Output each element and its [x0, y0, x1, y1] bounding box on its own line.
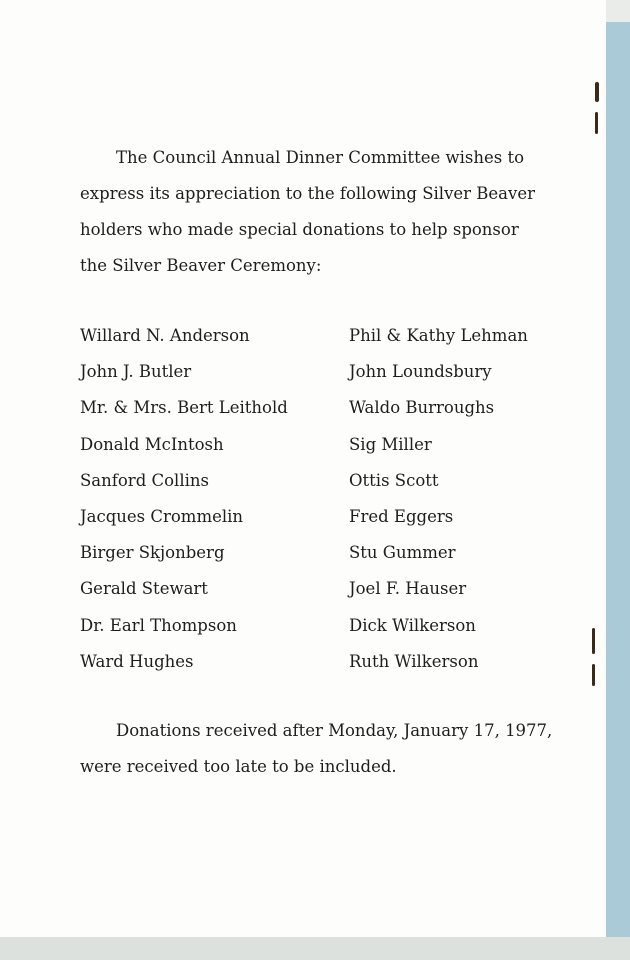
donor-name: Ward Hughes: [80, 651, 194, 671]
intro-paragraph: [80, 140, 535, 284]
donor-name: Birger Skjonberg: [80, 543, 225, 563]
intro-line: express its appreciation to the following Silver Beaver: [80, 184, 535, 203]
donor-name: John Loundsbury: [349, 362, 492, 382]
staple-mark: [592, 664, 595, 686]
intro-line: The Council Annual Dinner Committee wishes to: [116, 148, 525, 167]
donor-name: Jacques Crommelin: [80, 507, 244, 527]
staple-mark: [592, 628, 595, 654]
closing-paragraph: [80, 713, 553, 785]
intro-line: holders who made special donations to help sponsor: [80, 220, 519, 239]
donor-name: John J. Butler: [80, 362, 192, 382]
donor-name: Willard N. Anderson: [80, 326, 250, 345]
donor-name: Donald McIntosh: [80, 434, 224, 454]
donor-name: Gerald Stewart: [80, 579, 208, 599]
donor-name: Fred Eggers: [349, 507, 454, 527]
donor-name: Dr. Earl Thompson: [80, 615, 237, 635]
donor-name: Mr. & Mrs. Bert Leithold: [80, 398, 288, 418]
intro-line: the Silver Beaver Ceremony:: [80, 256, 322, 275]
donor-name: Dick Wilkerson: [349, 615, 476, 635]
donor-name: Phil & Kathy Lehman: [349, 326, 528, 345]
donor-list-left: [80, 318, 288, 680]
cover-edge: [606, 22, 630, 937]
staple-mark: [595, 82, 599, 102]
donor-name: Sig Miller: [349, 434, 432, 454]
staple-mark: [595, 112, 598, 134]
donor-name: Ruth Wilkerson: [349, 651, 479, 671]
donor-list-right: [349, 318, 528, 680]
donor-name: Ottis Scott: [349, 470, 439, 490]
donor-name: Waldo Burroughs: [349, 398, 495, 418]
page-shadow: [0, 937, 630, 960]
closing-line: were received too late to be included.: [80, 757, 397, 776]
donor-name: Joel F. Hauser: [349, 579, 467, 599]
donor-name: Stu Gummer: [349, 543, 456, 563]
donor-name: Sanford Collins: [80, 470, 209, 490]
closing-line: Donations received after Monday, January 17, 1977,: [116, 721, 553, 740]
